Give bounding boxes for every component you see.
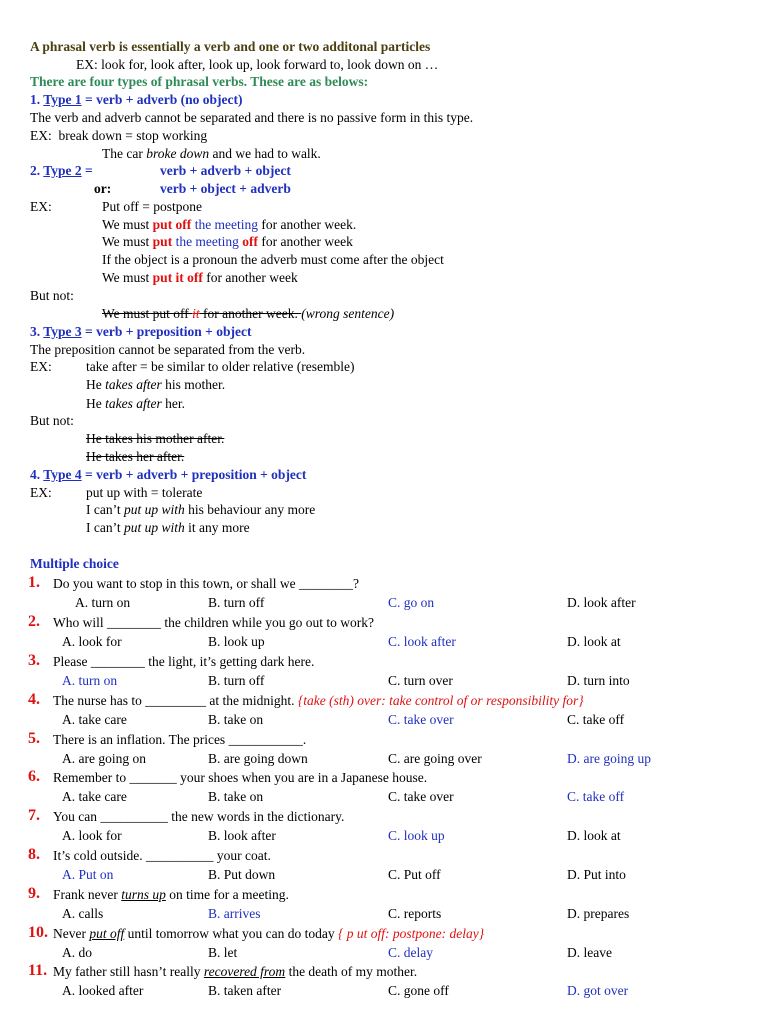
type3-ex-prefix: EX: [30,359,52,374]
answer-option: C. reports [388,906,442,921]
answer-option: C. take off [567,789,625,804]
type2-ex-prefix: EX: [30,199,52,214]
type1-ex: EX: break down = stop working [30,128,208,143]
question-text: Remember to _______ your shoes when you are in a Japanese house. [53,770,428,785]
type2-ex: Put off = postpone [102,199,202,214]
question-text: My father still hasn’t really recovered from the death of my mother. [53,964,418,979]
answer-option: D. got over [567,983,629,998]
answer-option: D. look at [567,634,621,649]
answer-option: C. take off [567,712,625,727]
question-text: Please ________ the light, it’s getting dark here. [53,654,315,669]
question-text: There is an inflation. The prices ___________. [53,732,307,747]
type2-heading: 2. Type 2 = [30,163,93,178]
answer-option: C. look up [388,828,445,843]
answer-option: D. leave [567,945,612,960]
question-text: You can __________ the new words in the dictionary. [53,809,345,824]
type3-wrong1: He takes his mother after. [86,431,225,446]
type3-but-not: But not: [30,413,74,428]
question-number: 10. [28,924,48,941]
answer-option: B. take on [208,712,264,727]
answer-option: C. look after [388,634,456,649]
answer-option: A. turn on [62,673,118,688]
question-number: 3. [28,652,40,669]
type4-heading: 4. Type 4 = verb + adverb + preposition + object [30,467,307,482]
question-text: It’s cold outside. __________ your coat. [53,848,271,863]
answer-option: D. look at [567,828,621,843]
answer-option: B. turn off [208,595,265,610]
question-text: The nurse has to _________ at the midnight. {take (sth) over: take control of or responsibility for} [53,693,584,708]
type4-sentence1: I can’t put up with his behaviour any more [86,502,316,517]
answer-option: B. arrives [208,906,261,921]
answer-option: C. delay [388,945,433,960]
type1-desc: The verb and adverb cannot be separated and there is no passive form in this type. [30,110,474,125]
type2-wrong-sentence: We must put off it for another week. (wrong sentence) [102,306,395,321]
answer-option: C. take over [388,712,454,727]
question-number: 8. [28,846,40,863]
question-number: 9. [28,885,40,902]
type2-sentence1: We must put off the meeting for another week. [102,217,357,232]
question-text: Do you want to stop in this town, or shall we ________? [53,576,359,591]
question-number: 2. [28,613,40,630]
question-number: 4. [28,691,40,708]
answer-option: A. looked after [62,983,144,998]
answer-option: B. turn off [208,673,265,688]
answer-option: C. go on [388,595,435,610]
answer-option: B. take on [208,789,264,804]
type3-ex: take after = be similar to older relative (resemble) [86,359,355,374]
answer-option: A. are going on [62,751,146,766]
type1-heading: 1. Type 1 = verb + adverb (no object) [30,92,243,107]
question-text: Never put off until tomorrow what you can do today { p ut off: postpone: delay} [53,926,485,941]
answer-option: D. prepares [567,906,630,921]
type3-desc: The preposition cannot be separated from the verb. [30,342,306,357]
type2-sentence3: We must put it off for another week [102,270,298,285]
question-number: 6. [28,768,40,785]
answer-option: A. Put on [62,867,114,882]
type2-sentence2: We must put the meeting off for another week [102,234,353,249]
answer-option: C. take over [388,789,454,804]
answer-option: A. take care [62,789,127,804]
type2-formula2: verb + object + adverb [160,181,291,196]
four-types-heading: There are four types of phrasal verbs. These are as belows: [30,74,369,89]
question-number: 5. [28,730,40,747]
answer-option: D. look after [567,595,636,610]
answer-option: C. are going over [388,751,482,766]
mc-title: Multiple choice [30,556,119,571]
question-text: Frank never turns up on time for a meeting. [53,887,289,902]
type3-sentence1: He takes after his mother. [86,377,226,392]
type4-ex: put up with = tolerate [86,485,203,500]
type2-but-not: But not: [30,288,74,303]
answer-option: D. turn into [567,673,630,688]
type3-sentence2: He takes after her. [86,396,185,411]
answer-option: A. look for [62,828,122,843]
answer-option: B. look after [208,828,276,843]
type3-heading: 3. Type 3 = verb + preposition + object [30,324,252,339]
answer-option: A. look for [62,634,122,649]
answer-option: A. do [62,945,92,960]
answer-option: B. let [208,945,238,960]
type1-sentence: The car broke down and we had to walk. [102,146,321,161]
answer-option: C. Put off [388,867,441,882]
type2-formula1: verb + adverb + object [160,163,291,178]
answer-option: B. are going down [208,751,308,766]
type4-sentence2: I can’t put up with it any more [86,520,250,535]
answer-option: C. turn over [388,673,453,688]
answer-option: B. Put down [208,867,276,882]
intro-title: A phrasal verb is essentially a verb and one or two additonal particles [30,39,431,54]
answer-option: D. Put into [567,867,626,882]
answer-option: B. taken after [208,983,282,998]
type2-or: or: [94,181,112,196]
answer-option: A. turn on [75,595,131,610]
answer-option: C. gone off [388,983,449,998]
intro-examples: EX: look for, look after, look up, look forward to, look down on … [76,57,439,72]
answer-option: A. calls [62,906,104,921]
type3-wrong2: He takes her after. [86,449,185,464]
question-number: 7. [28,807,40,824]
answer-option: D. are going up [567,751,651,766]
question-number: 11. [28,962,48,979]
question-text: Who will ________ the children while you go out to work? [53,615,374,630]
type2-pronoun-rule: If the object is a pronoun the adverb must come after the object [102,252,444,267]
question-number: 1. [28,574,40,591]
type4-ex-prefix: EX: [30,485,52,500]
answer-option: B. look up [208,634,265,649]
answer-option: A. take care [62,712,127,727]
